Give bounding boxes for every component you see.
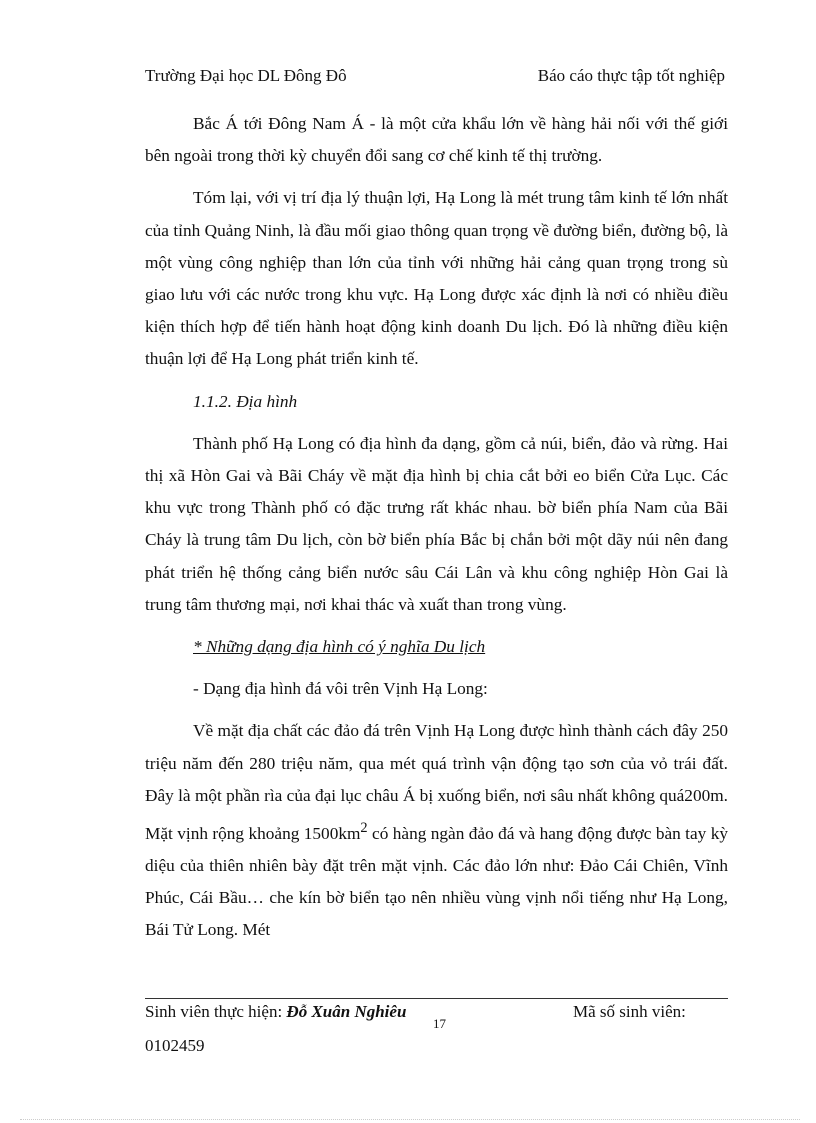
section-heading: 1.1.2. Địa hình — [193, 391, 298, 411]
paragraph-3: Thành phố Hạ Long có địa hình đa dạng, gồm cả núi, biển, đảo và rừng. Hai thị xã Hòn Gai và Bãi Cháy về mặt địa hình bị chia cắt bởi eo biển Cửa Lục. Các khu vực trong Thành phố có đặc trưng rất khác nhau. bờ biển phía Nam của Bãi Cháy là trung tâm Du lịch, còn bờ biển phía Bắc bị chắn bởi một dãy núi nên đang phát triển hệ thống cảng biển nước sâu Cái Lân và khu công nghiệp Hòn Gai là trung tâm thương mại, nơi khai thác và xuất than trong vùng. — [145, 433, 728, 614]
header-report-title: Báo cáo thực tập tốt nghiệp — [537, 66, 725, 85]
author-label: Sinh viên thực hiện: — [145, 1002, 287, 1021]
subheading-text: * Những dạng địa hình có ý nghĩa Du lịch — [193, 637, 486, 657]
paragraph-1: Bắc Á tới Đông Nam Á - là một cửa khẩu lớn về hàng hải nối với thế giới bên ngoài trong thời kỳ chuyển đổi sang cơ chế kinh tế thị trường. — [145, 114, 728, 166]
student-id-label: Mã số sinh viên: — [573, 1002, 686, 1021]
paragraph-4 — [145, 715, 728, 946]
header-school: Trường Đại học DL Đông Đô — [145, 66, 347, 85]
footer-divider — [145, 998, 728, 999]
page-edge-dotted-line — [20, 1119, 800, 1120]
author-name: Đỗ Xuân Nghiêu — [286, 1002, 407, 1021]
subheading — [145, 631, 728, 663]
paragraph-2: Tóm lại, với vị trí địa lý thuận lợi, Hạ Long là mét trung tâm kinh tế lớn nhất của tỉnh Quảng Ninh, là đầu mối giao thông quan trọng về đường biển, đường bộ, là một vùng công nghiệp than lớn của tỉnh với những hải cảng quan trọng trong sù giao lưu với các nước trong khu vực. Hạ Long được xác định là nơi có nhiều điều kiện thích hợp để tiến hành hoạt động kinh doanh Du lịch. Đó là những điều kiện thuận lợi để Hạ Long phát triển kinh tế. — [145, 188, 728, 369]
footer-author — [145, 1002, 406, 1022]
paragraph-4-end: có hàng ngàn đảo đá và hang động được bàn tay kỳ diệu của thiên nhiên bày đặt trên mặt vịnh. Các đảo lớn như: Đảo Cái Chiên, Vĩnh Phúc, Cái Bầu… che kín bờ biển tạo nên nhiều vùng vịnh nổi tiếng như Hạ Long, Bái Tử Long. Mét — [145, 823, 728, 940]
page-number: 17 — [433, 1016, 446, 1031]
bullet-item: - Dạng địa hình đá vôi trên Vịnh Hạ Long: — [193, 679, 488, 699]
paragraph-4-start: Về mặt địa chất các đảo đá trên Vịnh Hạ Long được hình thành cách đây 250 triệu năm đến 280 triệu năm, qua mét quá trình vận động tạo sơn của vỏ trái đất. Đây là một phần rìa của đại lục châu Á bị xuống biển, nơi sâu nhất không quá200m. Mặt vịnh rộng khoảng 1500km — [145, 721, 728, 843]
superscript-2: 2 — [360, 820, 368, 837]
page-header — [145, 66, 725, 90]
student-id: 0102459 — [145, 1036, 205, 1055]
body-text — [145, 108, 728, 947]
